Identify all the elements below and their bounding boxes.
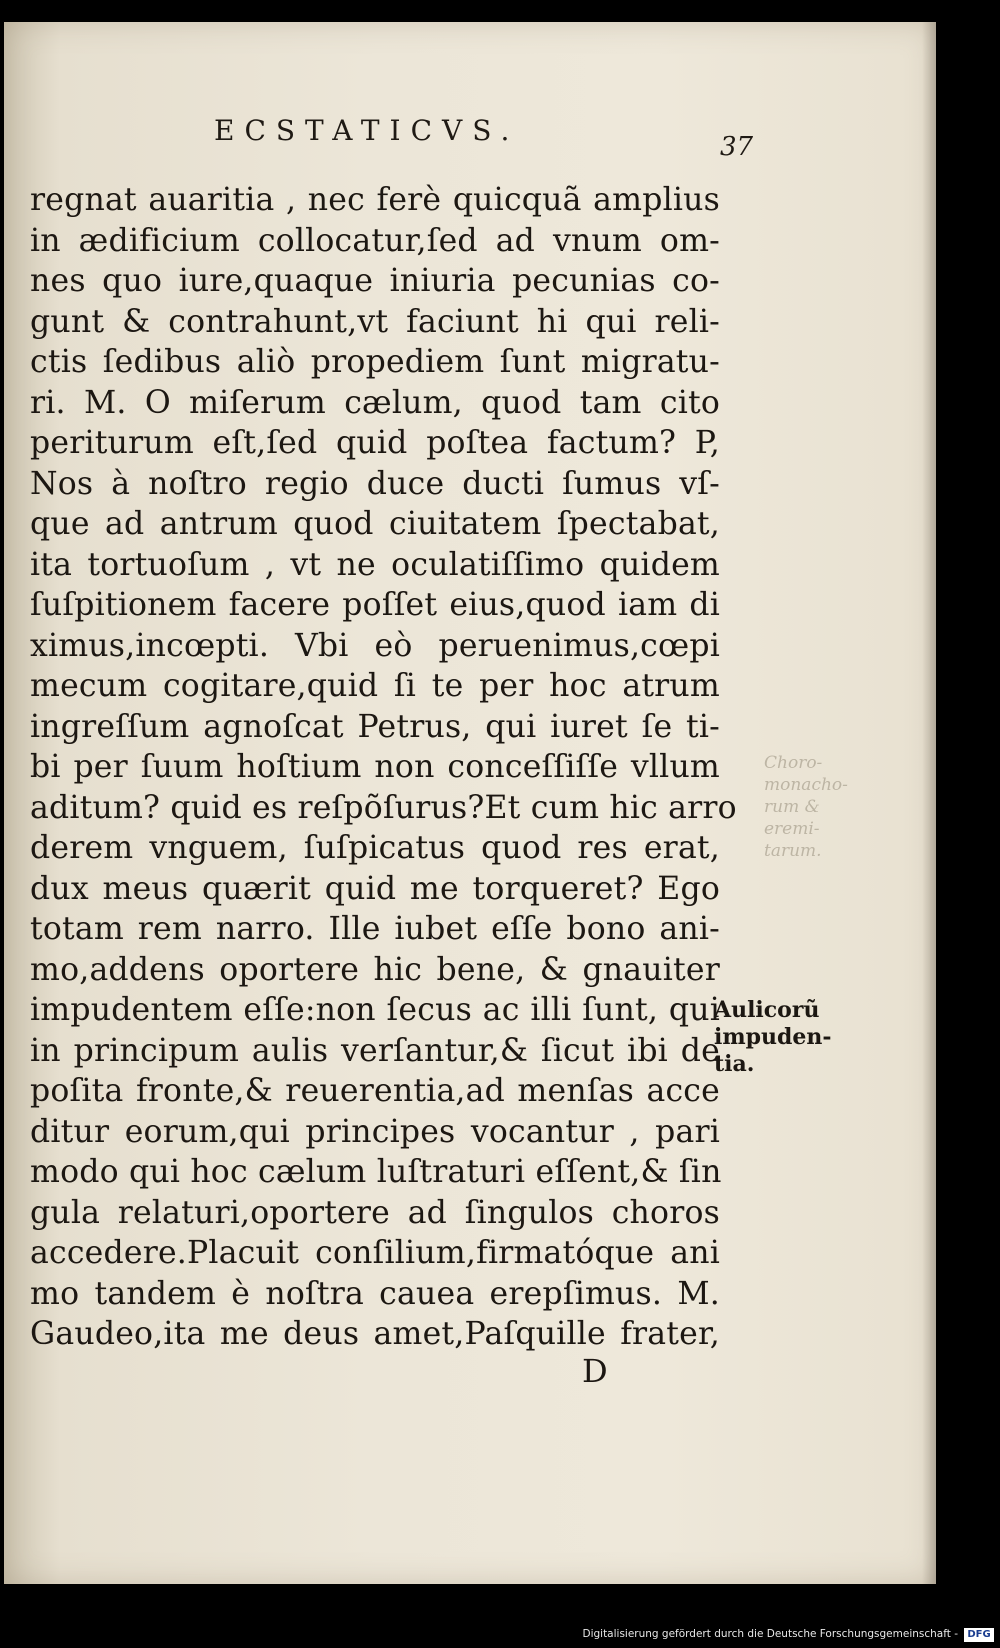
text-line: ita tortuoſum , vt ne oculatiſſimo quidem bbox=[30, 546, 720, 583]
show-through-marginal-note bbox=[764, 752, 884, 862]
text-line: regnat auaritia , nec ferè quicquã amplius bbox=[30, 182, 720, 218]
text-line: ximus,incœpti. Vbi eò peruenimus,cœpi bbox=[30, 627, 720, 664]
text-line: poſita fronte,& reuerentia,ad menſas acce bbox=[30, 1073, 720, 1109]
book-page bbox=[4, 22, 936, 1584]
marginal-note bbox=[714, 997, 834, 1078]
text-line: in ædificium collocatur,ſed ad vnum om- bbox=[30, 222, 720, 259]
text-line: ctis ſedibus aliò propediem ſunt migratu- bbox=[30, 344, 720, 380]
text-line: impudentem eſſe:non ſecus ac illi ſunt, qui bbox=[30, 992, 720, 1028]
text-line: ri. M. O miſerum cælum, quod tam cito bbox=[30, 384, 720, 421]
text-line: gunt & contrahunt,vt faciunt hi qui reli- bbox=[30, 303, 720, 340]
marginal-note-line: Aulicorũ bbox=[714, 997, 820, 1023]
text-line: gula relaturi,oportere ad ſingulos choros bbox=[30, 1194, 720, 1231]
show-through-line: Choro- bbox=[764, 753, 823, 773]
dfg-logo: DFG bbox=[964, 1628, 994, 1642]
text-line: nes quo iure,quaque iniuria pecunias co- bbox=[30, 263, 720, 299]
text-line: mo,addens oportere hic bene, & gnauiter bbox=[30, 951, 720, 988]
running-head: ECSTATICVS. bbox=[214, 114, 520, 147]
show-through-line: rum & bbox=[764, 797, 820, 817]
text-line: mo tandem è noſtra cauea erepſimus. M. bbox=[30, 1275, 720, 1312]
marginal-note-line: impuden- bbox=[714, 1024, 832, 1050]
body-text bbox=[30, 180, 737, 1355]
text-line: accedere.Placuit conſilium,firmatóque ani bbox=[30, 1235, 720, 1271]
show-through-line: eremi- bbox=[764, 819, 820, 839]
text-line: bi per ſuum hoſtium non conceſſiſſe vllum bbox=[30, 749, 720, 785]
show-through-line: tarum. bbox=[764, 841, 822, 861]
text-line: modo qui hoc cælum luſtraturi eſſent,& ſin bbox=[30, 1154, 722, 1190]
text-line: dux meus quærit quid me torqueret? Ego bbox=[30, 870, 720, 907]
marginal-note-line: tia. bbox=[714, 1051, 755, 1077]
text-line: ditur eorum,qui principes vocantur , pari bbox=[30, 1113, 720, 1150]
text-line: ſuſpitionem facere poſſet eius,quod iam di bbox=[30, 587, 720, 623]
text-line: Nos à noſtro regio duce ducti ſumus vſ- bbox=[30, 465, 720, 502]
text-line: derem vnguem, ſuſpicatus quod res erat, bbox=[30, 830, 720, 866]
text-line: mecum cogitare,quid ſi te per hoc atrum bbox=[30, 668, 720, 704]
text-line: que ad antrum quod ciuitatem ſpectabat, bbox=[30, 506, 720, 542]
text-line: aditum? quid es reſpõſurus?Et cum hic arro bbox=[30, 789, 737, 826]
text-line: in principum aulis verſantur,& ſicut ibi de bbox=[30, 1032, 720, 1069]
page-number: 37 bbox=[720, 132, 754, 162]
signature-mark: D bbox=[582, 1352, 608, 1390]
text-line: Gaudeo,ita me deus amet,Paſquille frater, bbox=[30, 1316, 720, 1352]
text-line: ingreſſum agnoſcat Petrus, qui iuret ſe ti- bbox=[30, 708, 720, 745]
digitization-credit: Digitalisierung gefördert durch die Deutsche Forschungsgemeinschaft - bbox=[582, 1628, 958, 1640]
text-line: totam rem narro. Ille iubet eſſe bono ani- bbox=[30, 911, 720, 947]
show-through-line: monacho- bbox=[764, 775, 848, 795]
text-line: periturum eſt,ſed quid poſtea factum? P, bbox=[30, 425, 720, 461]
